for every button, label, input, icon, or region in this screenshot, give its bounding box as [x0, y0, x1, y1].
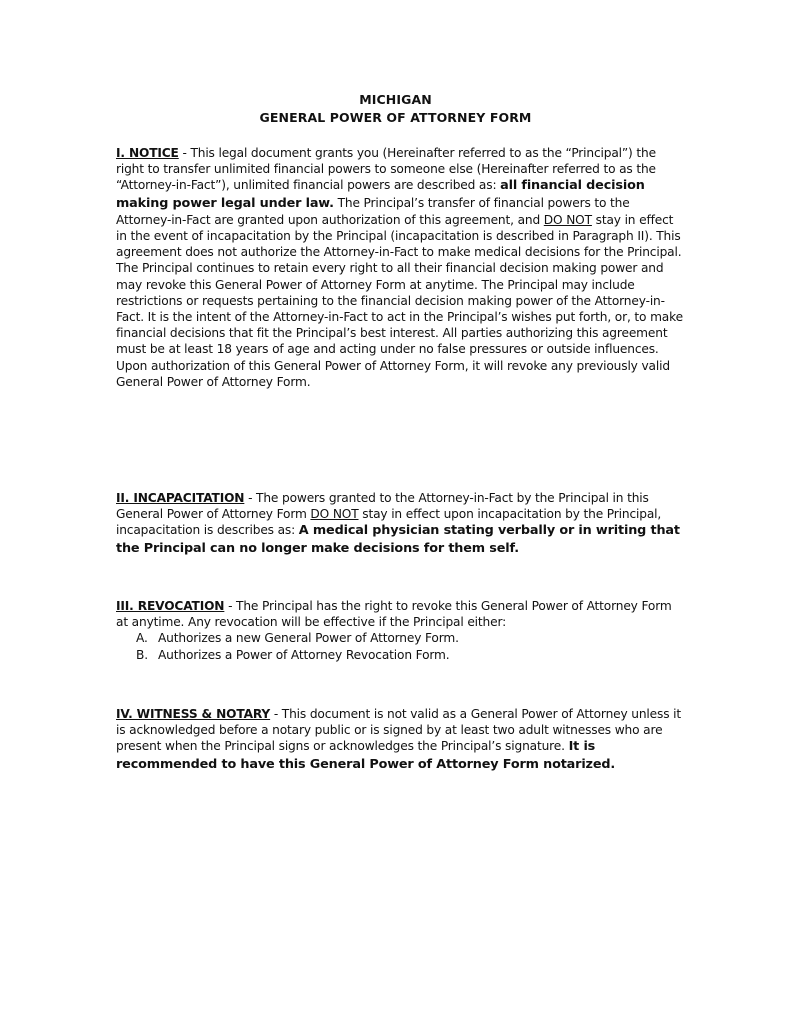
list-item-text: Authorizes a Power of Attorney Revocation Form. [158, 647, 450, 662]
notice-text-1: - This legal document grants you (Hereinafter referred to as the “Principal”) the right to transfer unlimited financial powers to someone else (Hereinafter referred to as the “Attorney-in-Fact”), unlimited financial powers are described as: [116, 146, 656, 193]
revocation-list [116, 630, 686, 662]
notice-heading: I. NOTICE [116, 146, 179, 160]
incapacitation-text-1: - The powers granted to the Attorney-in-Fact by the Principal in this General Power of Attorney Form [116, 491, 649, 522]
list-item [116, 647, 686, 663]
revocation-section [116, 598, 686, 663]
list-item-text: Authorizes a new General Power of Attorney Form. [158, 631, 459, 646]
witness-heading: IV. WITNESS & NOTARY [116, 707, 271, 721]
witness-section [116, 706, 686, 773]
notice-underline-1: DO NOT [543, 212, 592, 227]
incapacitation-section [116, 490, 686, 557]
incapacitation-heading: II. INCAPACITATION [116, 491, 245, 505]
notice-text-2: The Principal’s transfer of financial powers to the Attorney-in-Fact are granted upon authorization of this agreement, and [116, 195, 630, 227]
document-state: MICHIGAN [359, 92, 432, 107]
list-item-letter: A. [136, 631, 148, 646]
incapacitation-text-2: stay in effect upon incapacitation by the Principal, incapacitation is describes as: [116, 507, 662, 538]
list-item [116, 630, 686, 646]
notice-text-3: stay in effect in the event of incapacitation by the Principal (incapacitation is described in Paragraph II). This agreement does not authorize the Attorney-in-Fact to make medical decisions for the Principal. The Principal continues to retain every right to all their financial decision making power and may revoke this General Power of Attorney Form at anytime. The Principal may include restrictions or requests pertaining to the financial decision making power of the Attorney-in-Fact. It is the intent of the Attorney-in-Fact to act in the Principal’s wishes put forth, or, to make financial decisions that fit the Principal’s best interest. All parties authorizing this agreement must be at least 18 years of age and acting under no false pressures or outside influences. Upon authorization of this General Power of Attorney Form, it will revoke any previously valid General Power of Attorney Form. [116, 212, 683, 389]
incapacitation-underline-1: DO NOT [310, 507, 359, 522]
list-item-letter: B. [136, 647, 148, 662]
incapacitation-bold-1: A medical physician stating verbally or in writing that the Principal can no longer make decisions for them self. [116, 523, 680, 556]
revocation-text-1: - The Principal has the right to revoke this General Power of Attorney Form at anytime. Any revocation will be effective if the Principal either: [116, 599, 672, 630]
notice-section [116, 145, 686, 390]
witness-text-1: - This document is not valid as a General Power of Attorney unless it is acknowledged before a notary public or is signed by at least two adult witnesses who are present when the Principal signs or acknowledges the Principal’s signature. [116, 707, 682, 754]
document-title: GENERAL POWER OF ATTORNEY FORM [259, 110, 532, 125]
witness-bold-1: It is recommended to have this General Power of Attorney Form notarized. [116, 739, 616, 772]
revocation-heading: III. REVOCATION [116, 599, 225, 613]
notice-bold-1: all financial decision making power legal under law. [116, 178, 645, 211]
